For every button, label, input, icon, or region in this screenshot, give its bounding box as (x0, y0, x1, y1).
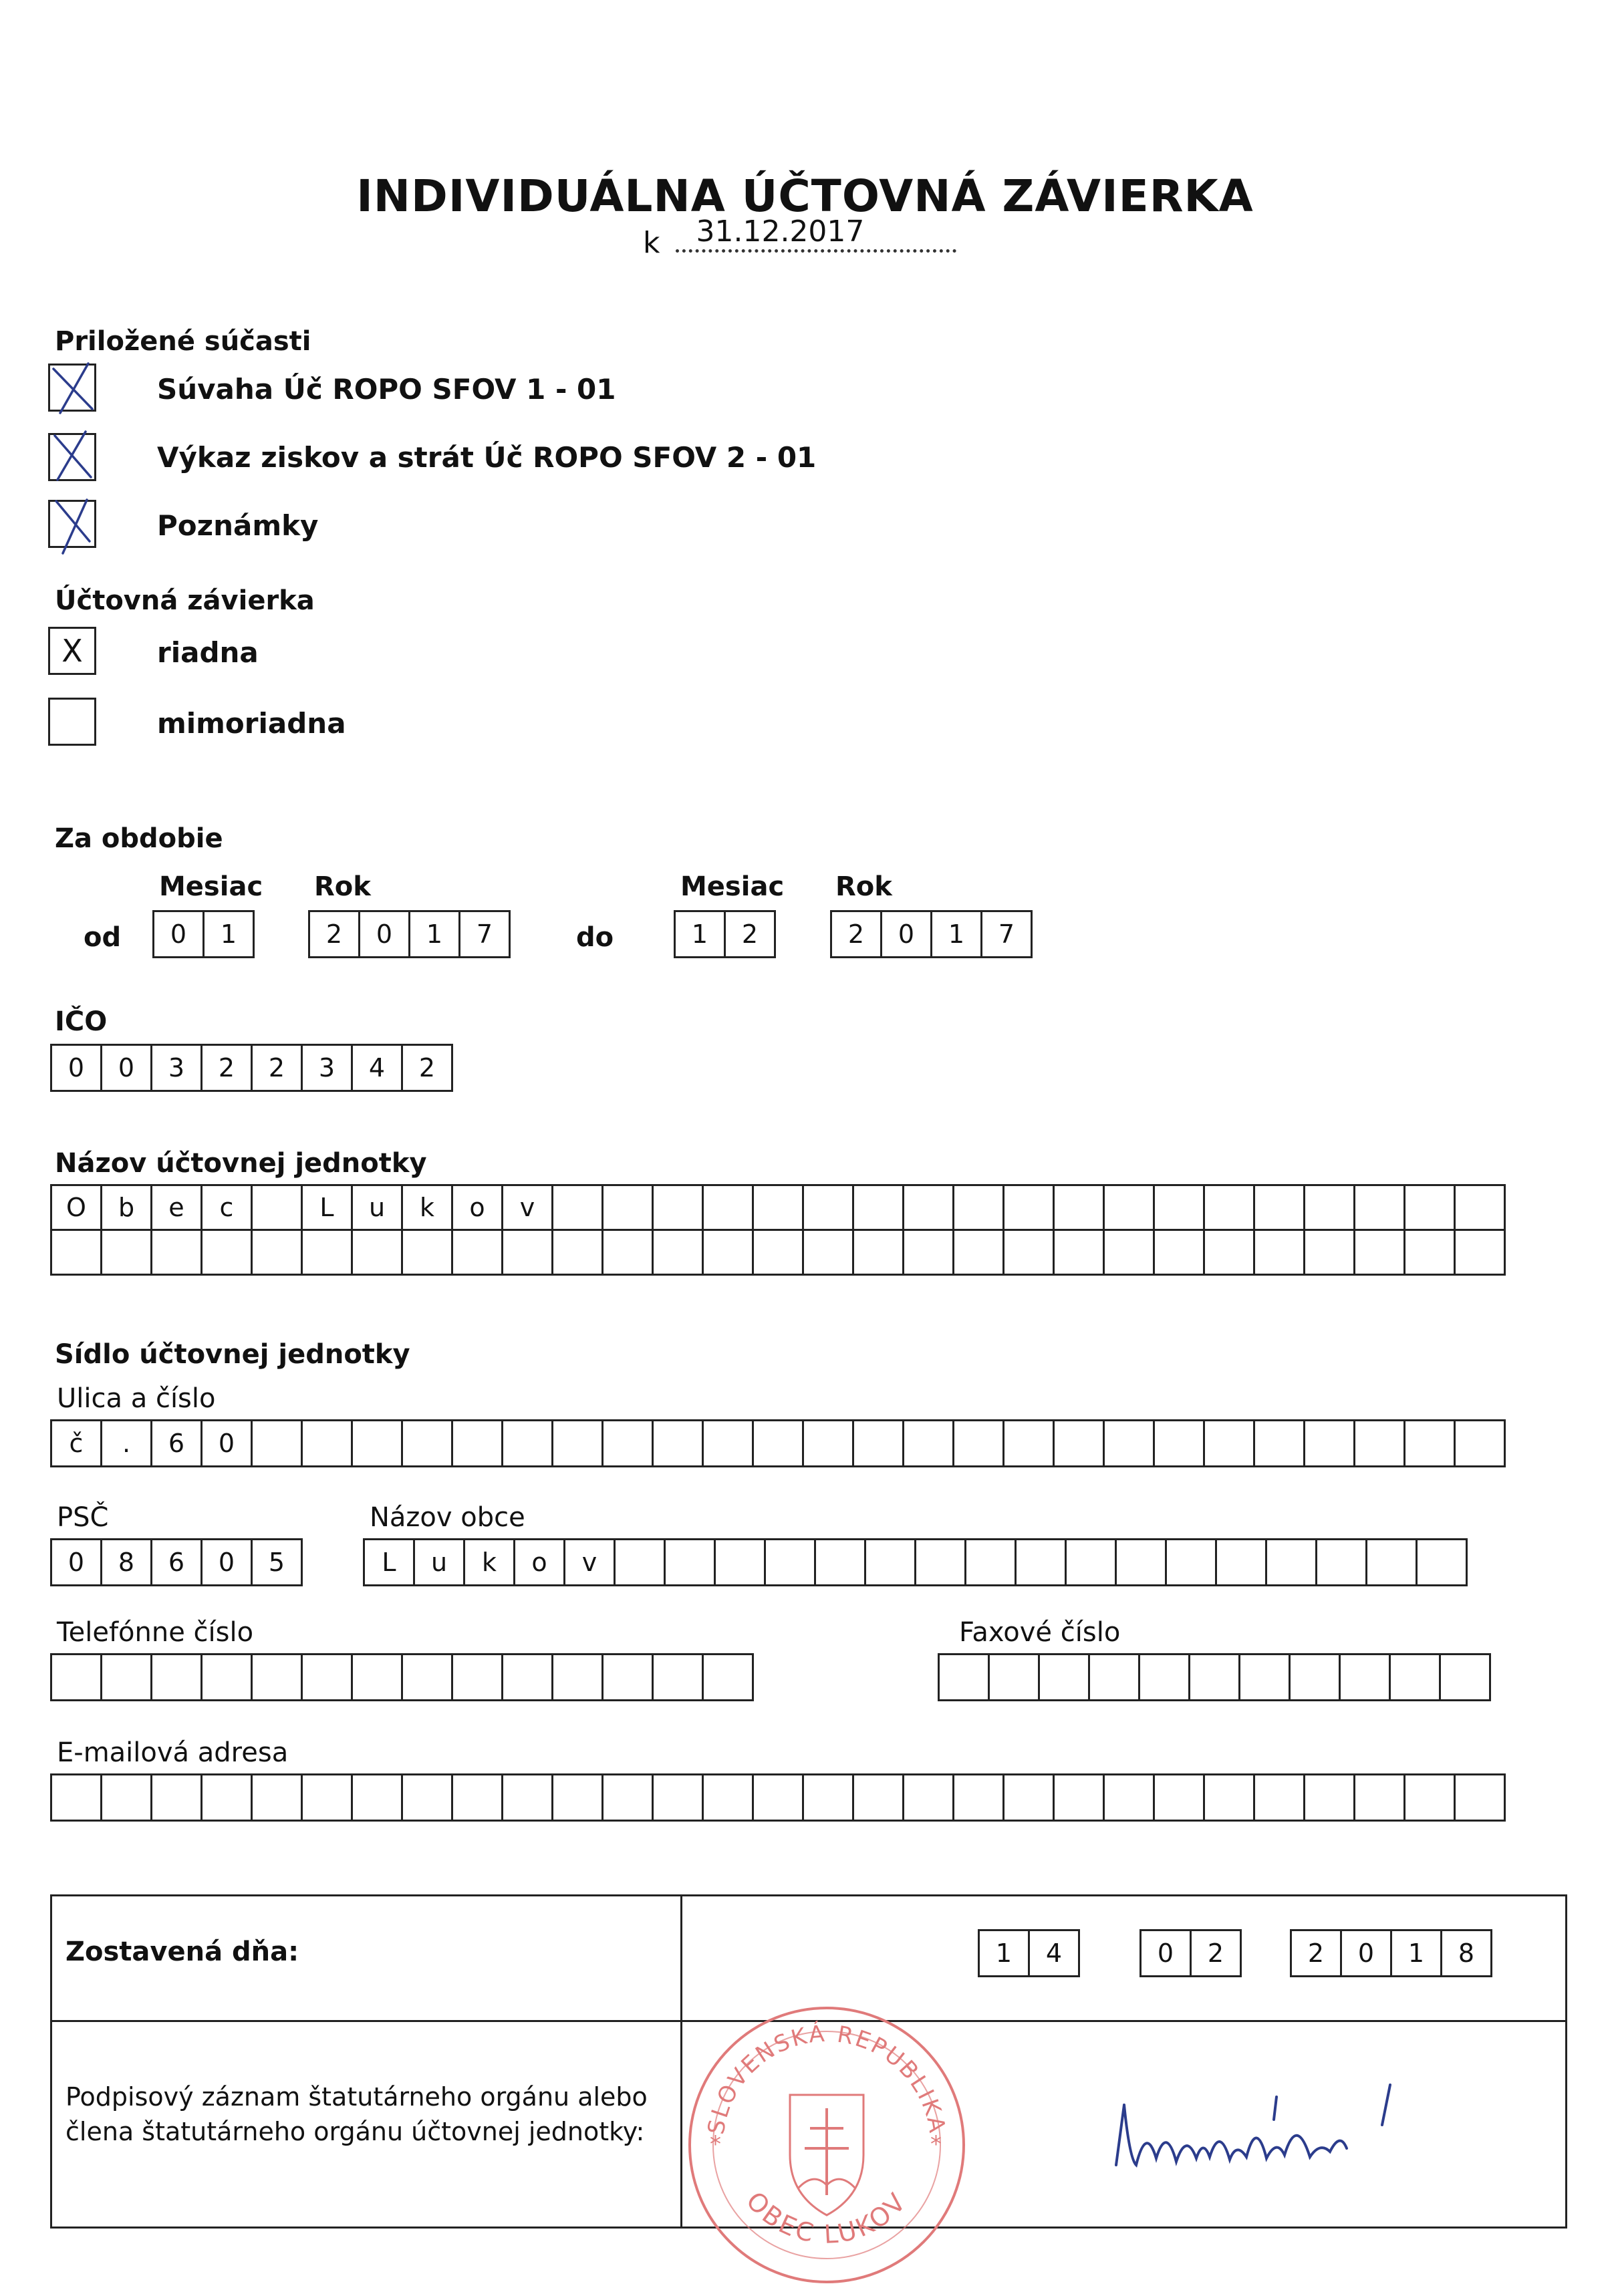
char-cell (902, 1229, 954, 1276)
empty-char-cell (1339, 1653, 1391, 1701)
char-cell: 6 (150, 1419, 203, 1467)
char-cell (301, 1419, 353, 1467)
empty-char-cell (1188, 1653, 1240, 1701)
char-cell (914, 1538, 966, 1586)
psc-label: PSČ (57, 1502, 109, 1533)
char-cell: u (351, 1184, 403, 1231)
char-cell (351, 1229, 403, 1276)
fax-label: Faxové číslo (959, 1617, 1121, 1648)
char-cell (251, 1229, 303, 1276)
unit-name-row2[interactable] (50, 1229, 1504, 1276)
empty-char-cell (601, 1653, 654, 1701)
char-cell (964, 1538, 1017, 1586)
empty-char-cell (1303, 1773, 1355, 1822)
char-cell (401, 1229, 453, 1276)
empty-char-cell (752, 1773, 804, 1822)
digit-cell: 0 (880, 910, 932, 958)
char-cell (652, 1229, 704, 1276)
empty-char-cell (50, 1773, 102, 1822)
official-stamp (683, 2001, 970, 2289)
char-cell: č (50, 1419, 102, 1467)
empty-char-cell (150, 1653, 203, 1701)
char-cell (1153, 1184, 1205, 1231)
attachment-label-balance-sheet: Súvaha Úč ROPO SFOV 1 - 01 (157, 373, 616, 406)
char-cell (702, 1184, 754, 1231)
char-cell (1454, 1184, 1506, 1231)
char-cell (1053, 1229, 1105, 1276)
char-cell: k (401, 1184, 453, 1231)
empty-char-cell (988, 1653, 1040, 1701)
char-cell (1253, 1419, 1305, 1467)
char-cell: 0 (200, 1538, 253, 1586)
empty-char-cell (251, 1653, 303, 1701)
char-cell (601, 1229, 654, 1276)
handwritten-x-mark (48, 496, 96, 552)
empty-char-cell (551, 1653, 603, 1701)
char-cell (601, 1419, 654, 1467)
char-cell (1253, 1229, 1305, 1276)
psc-field[interactable] (50, 1538, 301, 1586)
empty-char-cell (150, 1773, 203, 1822)
to-label: do (576, 922, 614, 953)
char-cell (1403, 1184, 1456, 1231)
char-cell: L (363, 1538, 415, 1586)
digit-cell: 2 (200, 1044, 253, 1092)
char-cell (551, 1419, 603, 1467)
ico-field[interactable] (50, 1044, 451, 1092)
page-title: INDIVIDUÁLNA ÚČTOVNÁ ZÁVIERKA (356, 170, 1254, 222)
char-cell (1303, 1419, 1355, 1467)
empty-char-cell (551, 1773, 603, 1822)
empty-char-cell (401, 1653, 453, 1701)
char-cell (1153, 1229, 1205, 1276)
empty-char-cell (1203, 1773, 1255, 1822)
digit-cell: 7 (980, 910, 1033, 958)
char-cell (902, 1184, 954, 1231)
char-cell (1365, 1538, 1418, 1586)
char-cell (714, 1538, 766, 1586)
to-year-field[interactable] (830, 910, 1031, 958)
closing-type-label-extraordinary: mimoriadna (157, 707, 346, 740)
attachment-label-notes: Poznámky (157, 509, 319, 542)
char-cell (200, 1229, 253, 1276)
digit-cell: 3 (150, 1044, 203, 1092)
char-cell (1353, 1229, 1405, 1276)
char-cell (1403, 1419, 1456, 1467)
ico-label: IČO (55, 1006, 108, 1037)
char-cell (1115, 1538, 1167, 1586)
closing-type-heading: Účtovná závierka (55, 585, 315, 616)
char-cell (150, 1229, 203, 1276)
char-cell: k (463, 1538, 515, 1586)
char-cell (664, 1538, 716, 1586)
digit-cell: 0 (50, 1044, 102, 1092)
char-cell (902, 1419, 954, 1467)
char-cell: b (100, 1184, 152, 1231)
char-cell: 0 (200, 1419, 253, 1467)
char-cell (1002, 1229, 1055, 1276)
char-cell (802, 1419, 854, 1467)
char-cell: o (451, 1184, 503, 1231)
char-cell (1015, 1538, 1067, 1586)
char-cell (952, 1184, 1004, 1231)
street-field[interactable] (50, 1419, 1504, 1467)
to-year-label: Rok (835, 871, 892, 902)
char-cell: o (513, 1538, 565, 1586)
digit-cell: 1 (1390, 1929, 1442, 1977)
phone-field[interactable] (50, 1653, 752, 1701)
digit-cell: 0 (152, 910, 205, 958)
char-cell: 8 (100, 1538, 152, 1586)
char-cell (702, 1419, 754, 1467)
char-cell (1454, 1229, 1506, 1276)
char-cell (1353, 1184, 1405, 1231)
char-cell (852, 1184, 904, 1231)
char-cell (1103, 1419, 1155, 1467)
char-cell (50, 1229, 102, 1276)
empty-char-cell (200, 1653, 253, 1701)
char-cell (952, 1419, 1004, 1467)
digit-cell: 2 (251, 1044, 303, 1092)
char-cell: 5 (251, 1538, 303, 1586)
street-label: Ulica a číslo (57, 1383, 216, 1414)
fax-field[interactable] (938, 1653, 1489, 1701)
empty-char-cell (100, 1653, 152, 1701)
char-cell (652, 1184, 704, 1231)
empty-char-cell (501, 1773, 553, 1822)
date-field[interactable] (676, 214, 956, 253)
svg-text:*: * (710, 2131, 721, 2158)
closing-date-line (643, 214, 956, 260)
char-cell (451, 1419, 503, 1467)
digit-cell: 2 (308, 910, 360, 958)
char-cell (1053, 1419, 1105, 1467)
digit-cell: 8 (1440, 1929, 1492, 1977)
char-cell (1303, 1184, 1355, 1231)
char-cell (802, 1229, 854, 1276)
empty-char-cell (1103, 1773, 1155, 1822)
digit-cell: 4 (1028, 1929, 1080, 1977)
char-cell: 6 (150, 1538, 203, 1586)
char-cell (752, 1184, 804, 1231)
char-cell (1103, 1229, 1155, 1276)
checkbox-notes[interactable] (48, 500, 96, 548)
empty-char-cell (652, 1773, 704, 1822)
signature-label-line1: Podpisový záznam štatutárneho orgánu alebo (65, 2082, 648, 2112)
char-cell (1203, 1229, 1255, 1276)
char-cell (814, 1538, 866, 1586)
char-cell (251, 1184, 303, 1231)
digit-cell: 1 (408, 910, 460, 958)
stamp-text-top: SLOVENSKÁ REPUBLIKA (702, 2020, 951, 2137)
date-prefix: k (643, 226, 660, 260)
char-cell (1315, 1538, 1367, 1586)
char-cell: e (150, 1184, 203, 1231)
char-cell (100, 1229, 152, 1276)
char-cell (764, 1538, 816, 1586)
digit-cell: 2 (1290, 1929, 1342, 1977)
char-cell (301, 1229, 353, 1276)
attachments-heading: Priložené súčasti (55, 326, 311, 357)
char-cell: c (200, 1184, 253, 1231)
char-cell: v (501, 1184, 553, 1231)
from-year-field[interactable] (308, 910, 509, 958)
city-label: Názov obce (370, 1502, 525, 1533)
empty-char-cell (200, 1773, 253, 1822)
char-cell (1203, 1419, 1255, 1467)
empty-char-cell (1289, 1653, 1341, 1701)
char-cell (1203, 1184, 1255, 1231)
char-cell (1002, 1184, 1055, 1231)
typed-x-mark: X (61, 633, 83, 669)
char-cell (451, 1229, 503, 1276)
digit-cell: 0 (1139, 1929, 1192, 1977)
compiled-day-field[interactable] (978, 1929, 1078, 1977)
digit-cell: 1 (978, 1929, 1030, 1977)
handwritten-x-mark (48, 360, 96, 416)
empty-char-cell (301, 1773, 353, 1822)
char-cell (1416, 1538, 1468, 1586)
checkbox-profit-loss[interactable] (48, 433, 96, 481)
char-cell (1253, 1184, 1305, 1231)
digit-cell: 1 (203, 910, 255, 958)
char-cell (1303, 1229, 1355, 1276)
panel-divider-vertical (680, 1896, 682, 2227)
char-cell (1053, 1184, 1105, 1231)
digit-cell: 2 (1190, 1929, 1242, 1977)
digit-cell: 7 (458, 910, 511, 958)
empty-char-cell (1153, 1773, 1205, 1822)
char-cell (551, 1229, 603, 1276)
empty-char-cell (301, 1653, 353, 1701)
char-cell (1215, 1538, 1267, 1586)
empty-char-cell (351, 1653, 403, 1701)
char-cell (1403, 1229, 1456, 1276)
empty-char-cell (100, 1773, 152, 1822)
char-cell: O (50, 1184, 102, 1231)
char-cell (864, 1538, 916, 1586)
digit-cell: 2 (724, 910, 776, 958)
empty-char-cell (1454, 1773, 1506, 1822)
empty-char-cell (451, 1653, 503, 1701)
empty-char-cell (702, 1653, 754, 1701)
date-value: 31.12.2017 (696, 214, 865, 249)
char-cell (852, 1419, 904, 1467)
digit-cell: 3 (301, 1044, 353, 1092)
svg-text:OBEC LUKOV (741, 2186, 913, 2249)
empty-char-cell (652, 1653, 704, 1701)
char-cell (1103, 1184, 1155, 1231)
char-cell (501, 1229, 553, 1276)
unit-name-row1[interactable] (50, 1184, 1504, 1231)
digit-cell: 4 (351, 1044, 403, 1092)
empty-char-cell (501, 1653, 553, 1701)
char-cell (1002, 1419, 1055, 1467)
char-cell (1454, 1419, 1506, 1467)
char-cell (652, 1419, 704, 1467)
empty-char-cell (702, 1773, 754, 1822)
char-cell (802, 1184, 854, 1231)
checkbox-balance-sheet[interactable] (48, 364, 96, 412)
char-cell (614, 1538, 666, 1586)
empty-char-cell (902, 1773, 954, 1822)
stamp-text-bottom: OBEC LUKOV (740, 2186, 914, 2249)
char-cell: . (100, 1419, 152, 1467)
email-field[interactable] (50, 1773, 1504, 1822)
char-cell (702, 1229, 754, 1276)
period-heading: Za obdobie (55, 823, 223, 854)
empty-char-cell (351, 1773, 403, 1822)
char-cell (351, 1419, 403, 1467)
empty-char-cell (50, 1653, 102, 1701)
empty-char-cell (1253, 1773, 1305, 1822)
empty-char-cell (451, 1773, 503, 1822)
char-cell: u (413, 1538, 465, 1586)
char-cell (752, 1419, 804, 1467)
seat-heading: Sídlo účtovnej jednotky (55, 1339, 410, 1370)
to-month-field[interactable] (674, 910, 774, 958)
char-cell (1153, 1419, 1205, 1467)
signature-label-line2: člena štatutárneho orgánu účtovnej jednotky: (65, 2117, 645, 2146)
char-cell (251, 1419, 303, 1467)
char-cell (1265, 1538, 1317, 1586)
empty-char-cell (1389, 1653, 1441, 1701)
char-cell (1353, 1419, 1405, 1467)
checkbox-regular[interactable] (48, 627, 96, 675)
digit-cell: 0 (100, 1044, 152, 1092)
empty-char-cell (1088, 1653, 1140, 1701)
svg-text:*: * (930, 2131, 942, 2158)
from-label: od (84, 922, 122, 953)
handwritten-x-mark (48, 429, 96, 485)
city-field[interactable] (363, 1538, 1466, 1586)
empty-char-cell (1439, 1653, 1491, 1701)
char-cell (601, 1184, 654, 1231)
char-cell (551, 1184, 603, 1231)
digit-cell: 0 (358, 910, 410, 958)
empty-char-cell (938, 1653, 990, 1701)
digit-cell: 2 (401, 1044, 453, 1092)
char-cell (1065, 1538, 1117, 1586)
empty-char-cell (852, 1773, 904, 1822)
char-cell (852, 1229, 904, 1276)
empty-char-cell (1238, 1653, 1291, 1701)
char-cell (501, 1419, 553, 1467)
from-year-label: Rok (314, 871, 371, 902)
empty-char-cell (1138, 1653, 1190, 1701)
char-cell: L (301, 1184, 353, 1231)
empty-char-cell (251, 1773, 303, 1822)
empty-char-cell (952, 1773, 1004, 1822)
empty-char-cell (1053, 1773, 1105, 1822)
from-month-label: Mesiac (159, 871, 263, 902)
checkbox-extraordinary[interactable] (48, 698, 96, 746)
compiled-date-label: Zostavená dňa: (65, 1936, 299, 1967)
email-label: E-mailová adresa (57, 1737, 289, 1768)
char-cell (1165, 1538, 1217, 1586)
digit-cell: 2 (830, 910, 882, 958)
empty-char-cell (601, 1773, 654, 1822)
empty-char-cell (1038, 1653, 1090, 1701)
digit-cell: 1 (674, 910, 726, 958)
handwritten-signature (1109, 2078, 1403, 2178)
phone-label: Telefónne číslo (57, 1617, 254, 1648)
unit-name-label: Názov účtovnej jednotky (55, 1148, 427, 1179)
char-cell: 0 (50, 1538, 102, 1586)
empty-char-cell (1403, 1773, 1456, 1822)
char-cell (752, 1229, 804, 1276)
char-cell: v (563, 1538, 616, 1586)
closing-type-label-regular: riadna (157, 636, 259, 669)
char-cell (952, 1229, 1004, 1276)
to-month-label: Mesiac (680, 871, 785, 902)
compiled-year-field[interactable] (1290, 1929, 1490, 1977)
empty-char-cell (1002, 1773, 1055, 1822)
char-cell (401, 1419, 453, 1467)
empty-char-cell (401, 1773, 453, 1822)
digit-cell: 1 (930, 910, 982, 958)
compiled-month-field[interactable] (1139, 1929, 1240, 1977)
attachment-label-profit-loss: Výkaz ziskov a strát Úč ROPO SFOV 2 - 01 (157, 441, 817, 474)
empty-char-cell (802, 1773, 854, 1822)
from-month-field[interactable] (152, 910, 253, 958)
digit-cell: 0 (1340, 1929, 1392, 1977)
empty-char-cell (1353, 1773, 1405, 1822)
